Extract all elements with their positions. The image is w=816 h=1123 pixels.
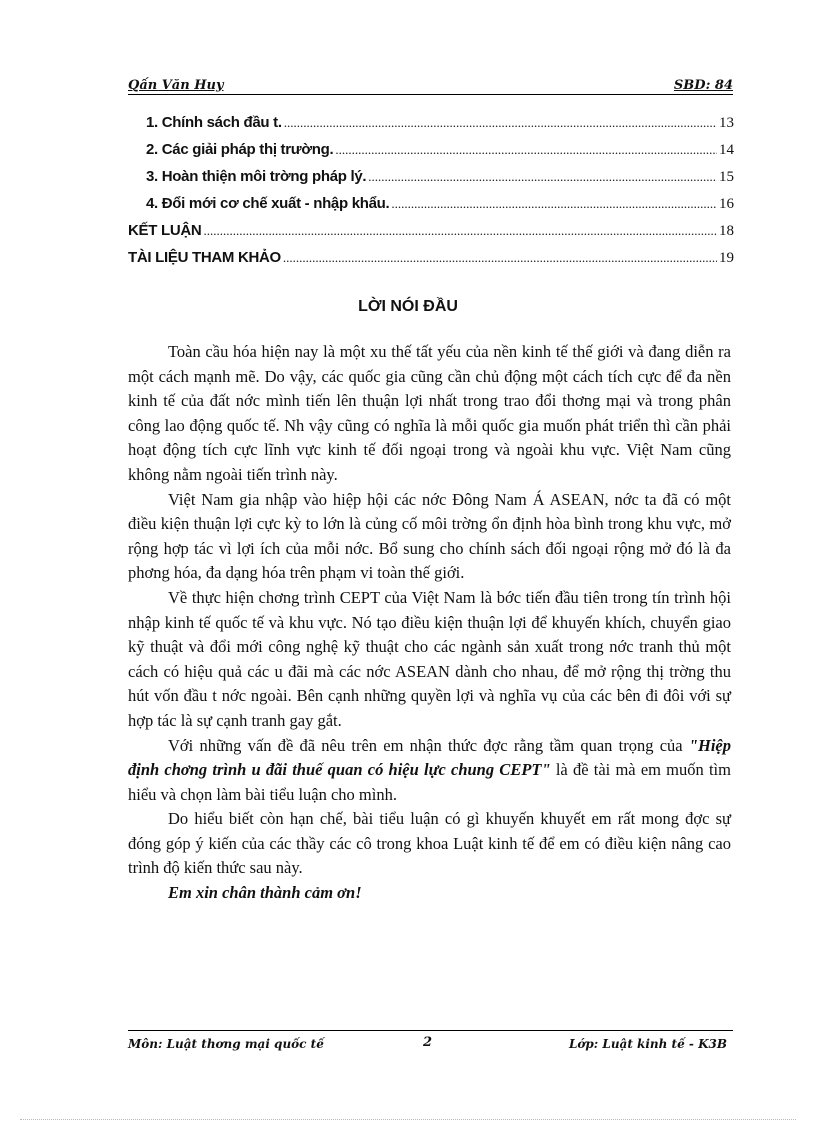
toc-leader [335, 142, 717, 158]
toc-item [128, 168, 734, 195]
toc-item-page: 19 [719, 250, 734, 266]
footer-subject: Môn: Luật thơng mại quốc tế [128, 1037, 324, 1051]
toc-item [128, 141, 734, 168]
toc-item [128, 222, 734, 249]
toc-item [128, 114, 734, 141]
footer-page-number: 2 [423, 1035, 433, 1050]
footer-class: Lớp: Luật kinh tế - K3B [568, 1037, 727, 1051]
toc-item-label: TÀI LIỆU THAM KHẢO [128, 249, 281, 266]
page-header [128, 71, 733, 95]
toc-leader [391, 196, 717, 212]
paragraph-text: là đề tài mà em muốn tìm hiểu và chọn làm bài tiểu luận cho mình. [128, 760, 731, 804]
toc-leader [368, 169, 717, 185]
paragraph: Về thực hiện chơng trình CEPT của Việt Nam là bớc tiến đầu tiên trong tín trình hội nhập kinh tế quốc tế và khu vực. Nó tạo điều kiện thuận lợi để khuyến khích, chuyển giao kỹ thuật và đổi mới công nghệ kỹ thuật cho các ngành sản xuất trong nớc tranh thủ một cách có hiệu quả các u đãi mà các nớc ASEAN dành cho nhau, để mở rộng thị trờng thu hút vốn đầu t nớc ngoài. Bên cạnh những quyền lợi và nghĩa vụ của các bên đi đôi với sự hợp tác là sự cạnh tranh gay gắt. [128, 587, 731, 730]
paragraph: Việt Nam gia nhập vào hiệp hội các nớc Đông Nam Á ASEAN, nớc ta đã có một điều kiện thuận lợi cực kỳ to lớn là củng cố môi trờng ổn định hòa bình trong khu vực, mở rộng hợp tác vì lợi ích của mỗi nớc. Bổ sung cho chính sách đối ngoại rộng mở đó là đa phơng hóa, đa dạng hóa trên phạm vi toàn thế giới. [128, 489, 731, 583]
toc-leader [203, 223, 717, 239]
toc-item-label: 1. Chính sách đầu t. [146, 114, 282, 131]
toc-leader [283, 250, 717, 266]
toc-item-page: 16 [719, 196, 734, 212]
paragraph: Do hiểu biết còn hạn chế, bài tiểu luận có gì khuyến khuyết em rất mong đợc sự đóng góp ý kiến của các thầy các cô trong khoa Luật kinh tế để em có điều kiện nâng cao trình độ kiến thức sau này. [128, 809, 731, 878]
paragraph-text: Với những vấn đề đã nêu trên em nhận thức đợc rằng tầm quan trọng của [168, 735, 689, 755]
toc-item-label: KẾT LUẬN [128, 222, 202, 239]
paragraph [128, 734, 731, 808]
page-footer [128, 1030, 733, 1056]
page-bottom-divider [20, 1119, 796, 1120]
toc-item-label: 3. Hoàn thiện môi trờng pháp lý. [146, 168, 367, 185]
paragraph: Toàn cầu hóa hiện nay là một xu thế tất yếu của nền kinh tế thế giới và đang diễn ra một cách mạnh mẽ. Do vậy, các quốc gia cũng cần chủ động một cách tích cực để đa nền kinh tế của đất nớc mình tiến lên thuận lợi nhất trong trao đổi thơng mại và trong phân công lao động quốc tế. Nh vậy cũng có nghĩa là mỗi quốc gia muốn phát triển thì cần phải hoạt động tích cực lĩnh vực kinh tế đối ngoại trong và ngoài khu vực. Việt Nam cũng không nằm ngoài tiến trình này. [128, 342, 731, 484]
toc-item-page: 13 [719, 115, 734, 131]
toc-item-page: 18 [719, 223, 734, 239]
toc-item-page: 15 [719, 169, 734, 185]
agreement-title: "Hiệp định chơng trình u đãi thuế quan có hiệu lực chung CEPT" [128, 735, 731, 780]
toc-item-page: 14 [719, 142, 734, 158]
toc-item [128, 195, 734, 222]
header-author: Qấn Văn Huy [128, 78, 224, 93]
toc-item-label: 4. Đổi mới cơ chế xuất - nhập khẩu. [146, 195, 390, 212]
body-text [128, 340, 731, 906]
section-title: LỜI NÓI ĐẦU [358, 298, 458, 315]
closing-line: Em xin chân thành cảm ơn! [168, 883, 362, 903]
toc-item-label: 2. Các giải pháp thị trường. [146, 141, 334, 158]
table-of-contents [128, 114, 734, 276]
toc-leader [284, 115, 717, 131]
toc-item [128, 249, 734, 276]
header-sbd: SBD: 84 [673, 78, 733, 93]
